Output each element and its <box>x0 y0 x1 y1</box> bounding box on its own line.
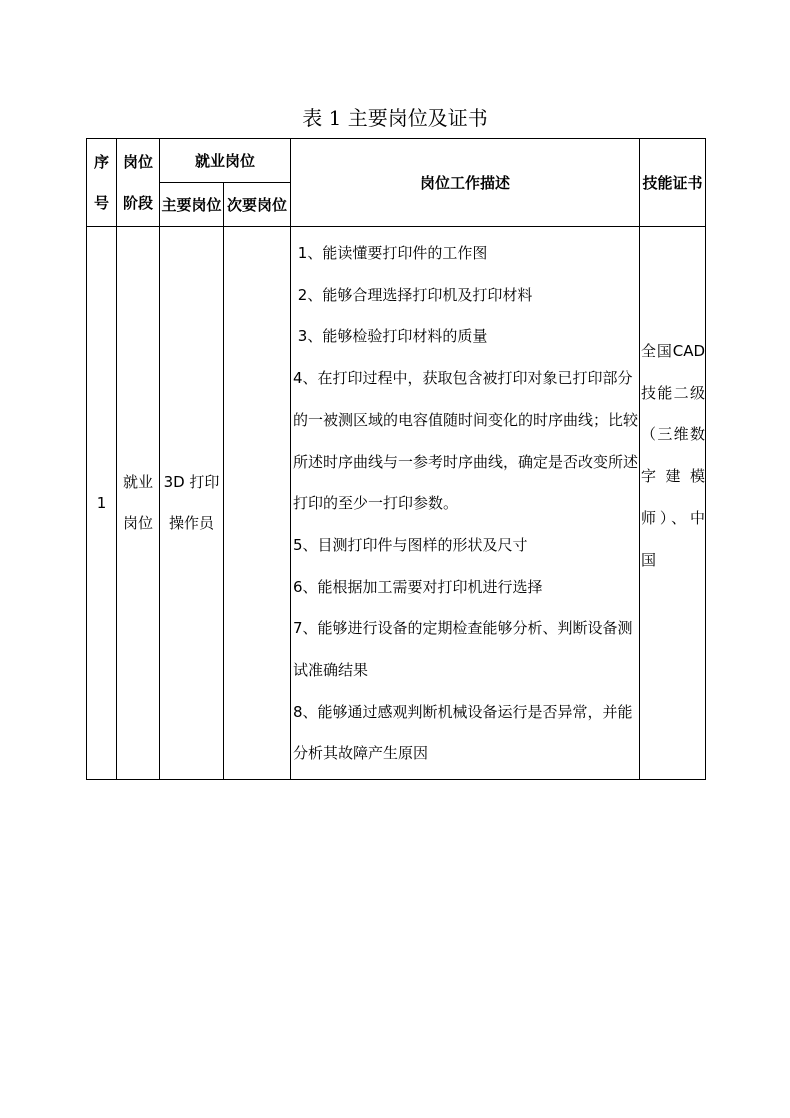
description-item-2: 2、能够合理选择打印机及打印材料 <box>293 285 533 304</box>
cell-certificate: 全国CAD技能二级（三维数字建模师）、中国 <box>640 227 706 780</box>
description-item-1: 1、能读懂要打印件的工作图 <box>293 244 488 262</box>
header-seq-line-2: 号 <box>93 193 109 212</box>
header-primary: 主要岗位 <box>160 183 224 227</box>
cell-primary-line-2: 操作员 <box>168 514 214 533</box>
header-secondary: 次要岗位 <box>224 183 291 227</box>
table-title: 表 1 主要岗位及证书 <box>302 106 488 130</box>
description-item-6: 6、能根据加工需要对打印机进行选择 <box>293 577 543 596</box>
positions-table <box>86 138 706 780</box>
cell-primary-line-1: 3D 打印 <box>163 473 220 492</box>
description-item-8: 8、能够通过感观判断机械设备运行是否异常，并能分析其故障产生原因 <box>293 702 633 763</box>
cell-seq: 1 <box>87 227 117 780</box>
header-seq-line-1: 序 <box>93 152 109 171</box>
cell-description <box>291 227 640 780</box>
description-item-4: 4、在打印过程中，获取包含被打印对象已打印部分的一被测区域的电容值随时间变化的时序曲线；比较所述时序曲线与一参考时序曲线，确定是否改变所述打印的至少一打印参数。 <box>293 369 639 513</box>
header-stage-line-1: 岗位 <box>122 152 153 171</box>
cell-primary <box>160 227 224 780</box>
description-item-5: 5、目测打印件与图样的形状及尺寸 <box>293 535 528 554</box>
table-row <box>87 227 706 780</box>
header-stage <box>117 139 160 227</box>
cell-secondary <box>224 227 291 780</box>
header-seq <box>87 139 117 227</box>
cell-stage-line-1: 就业 <box>122 473 153 492</box>
header-description: 岗位工作描述 <box>291 139 640 227</box>
cell-stage-line-2: 岗位 <box>122 514 153 533</box>
cell-stage <box>117 227 160 780</box>
description-item-3: 3、能够检验打印材料的质量 <box>293 327 488 346</box>
header-employment: 就业岗位 <box>160 139 291 183</box>
header-certificate: 技能证书 <box>640 139 706 227</box>
header-stage-line-2: 阶段 <box>122 193 153 212</box>
description-item-7: 7、能够进行设备的定期检查能够分析、判断设备测试准确结果 <box>293 619 633 680</box>
